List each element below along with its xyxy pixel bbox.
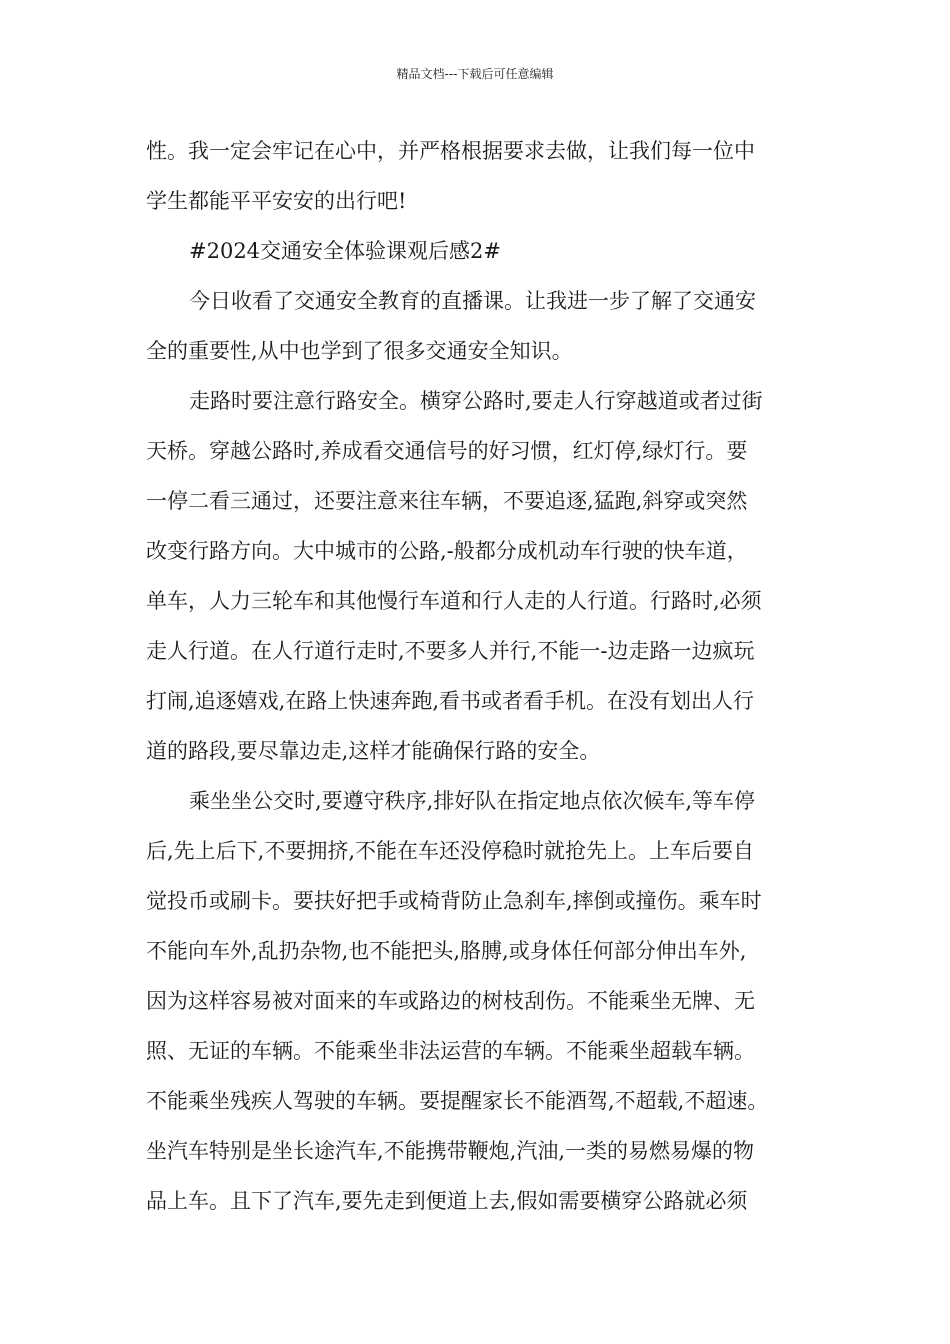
text-line: 改变行路方向。大中城市的公路,-般都分成机动车行驶的快车道， [146, 539, 748, 563]
text-line: 性。我一定会牢记在心中，并严格根据要求去做，让我们每一位中 [146, 139, 755, 163]
text-line: 后,先上后下,不要拥挤,不能在车还没停稳时就抢先上。上车后要自 [146, 839, 755, 863]
text-line: 照、无证的车辆。不能乘坐非法运营的车辆。不能乘坐超载车辆。 [146, 1039, 755, 1063]
text-line: 天桥。穿越公路时,养成看交通信号的好习惯，红灯停,绿灯行。要 [146, 439, 748, 463]
text-line: 品上车。且下了汽车,要先走到便道上去,假如需要横穿公路就必须 [146, 1189, 748, 1213]
text-line: 学生都能平平安安的出行吧! [146, 189, 407, 213]
document-body [146, 126, 826, 1226]
text-line: 打闹,追逐嬉戏,在路上快速奔跑,看书或者看手机。在没有划出人行 [146, 689, 755, 713]
paragraph-start: 走路时要注意行路安全。横穿公路时,要走人行穿越道或者过街 [189, 389, 763, 413]
text-line: 单车，人力三轮车和其他慢行车道和行人走的人行道。行路时,必须 [146, 589, 762, 613]
text-line: 走人行道。在人行道行走时,不要多人并行,不能一-边走路一边疯玩 [146, 639, 755, 663]
text-line: 不能向车外,乱扔杂物,也不能把头,胳膊,或身体任何部分伸出车外, [146, 939, 747, 963]
paragraph-start: 乘坐坐公交时,要遵守秩序,排好队在指定地点依次候车,等车停 [189, 789, 756, 813]
text-line: 因为这样容易被对面来的车或路边的树枝刮伤。不能乘坐无牌、无 [146, 989, 755, 1013]
page-header: 精品文档---下载后可任意编辑 [396, 67, 554, 81]
text-line: 一停二看三通过，还要注意来往车辆，不要追逐,猛跑,斜穿或突然 [146, 489, 748, 513]
text-line: 觉投币或刷卡。要扶好把手或椅背防止急刹车,摔倒或撞伤。乘车时 [146, 889, 762, 913]
text-line: 全的重要性,从中也学到了很多交通安全知识。 [146, 339, 573, 363]
text-line: 道的路段,要尽靠边走,这样才能确保行路的安全。 [146, 739, 601, 763]
text-line: 不能乘坐残疾人驾驶的车辆。要提醒家长不能酒驾,不超载,不超速。 [146, 1089, 769, 1113]
text-line: 坐汽车特别是坐长途汽车,不能携带鞭炮,汽油,一类的易燃易爆的物 [146, 1139, 755, 1163]
section-heading: #2024交通安全体验课观后感2# [189, 239, 501, 263]
paragraph-start: 今日收看了交通安全教育的直播课。让我进一步了解了交通安 [189, 289, 756, 313]
